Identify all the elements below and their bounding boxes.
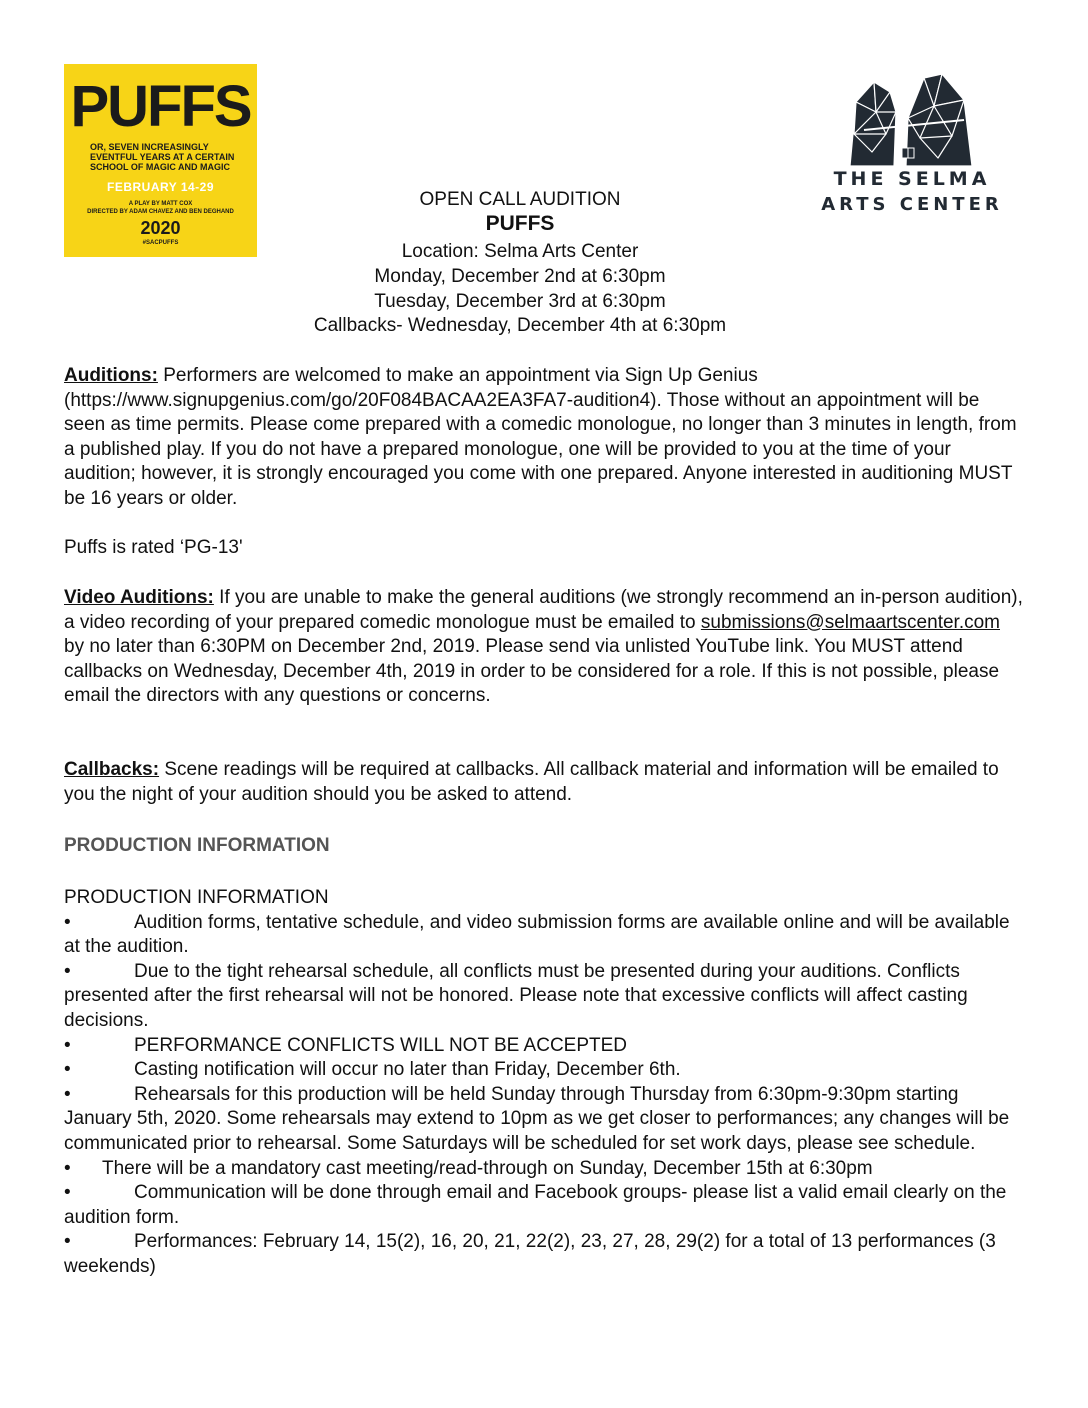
- auditions-body: Performers are welcomed to make an appointment via Sign Up Genius (https://www.signupgenius.com/go/20F084BACAA2EA3FA7-audition4). Those without an appointment will be seen as time permits. Please come prepared with a comedic monologue, no longer than 3 minutes in length, from a published play. If you do not have a prepared monologue, one will be provided to you at the time of your audition; however, it is strongly encouraged you come with one prepared. Anyone interested in auditioning MUST be 16 years or older.: [64, 365, 1017, 509]
- callbacks-body: Scene readings will be required at callbacks. All callback material and information will be emailed to you the night of your audition should you be asked to attend.: [64, 759, 999, 805]
- rating-line: Puffs is rated ‘PG-13': [64, 537, 243, 558]
- poster-dates: FEBRUARY 14-29: [106, 180, 215, 194]
- poster-tagline: OR, SEVEN INCREASINGLY EVENTFUL YEARS AT A CERTAIN SCHOOL OF MAGIC AND MAGIC: [90, 142, 235, 172]
- list-item-text: Due to the tight rehearsal schedule, all conflicts must be presented during your auditions. Conflicts presented after the first rehearsal will not be honored. Please note that excessive conflicts will affect casting decisions.: [64, 960, 968, 1031]
- bullet-mark: •: [64, 1231, 71, 1253]
- header-open-call: OPEN CALL AUDITION: [419, 189, 621, 210]
- list-item: [64, 911, 1024, 960]
- callbacks-label: Callbacks:: [64, 759, 160, 780]
- auditions-label: Auditions:: [64, 365, 158, 386]
- list-item: [64, 1083, 1024, 1157]
- bullet-mark: •: [64, 1182, 71, 1204]
- video-auditions-body-2: by no later than 6:30PM on December 2nd, 2019. Please send via unlisted YouTube link. You MUST attend callbacks on Wednesday, December 4th, 2019 in order to be considered for a role. If this is not possible, please email the directors with any questions or concerns.: [64, 636, 1000, 707]
- logo-text-line2: ARTS CENTER: [821, 194, 1003, 215]
- bullet-mark: •: [64, 1157, 71, 1179]
- poster-credit-directors: DIRECTED BY ADAM CHAVEZ AND BEN DEGHAND: [87, 209, 234, 215]
- list-item-text: Communication will be done through email and Facebook groups- please list a valid email clearly on the audition form.: [64, 1182, 1007, 1228]
- list-item-text: There will be a mandatory cast meeting/read-through on Sunday, December 15th at 6:30pm: [102, 1157, 873, 1179]
- header-date-1: Monday, December 2nd at 6:30pm: [374, 266, 666, 287]
- list-item: [64, 1181, 1024, 1230]
- video-auditions-body-1: If you are unable to make the general auditions (we strongly recommend an in-person audition), a video recording of your prepared comedic monologue must be emailed to: [64, 587, 1023, 633]
- bullet-mark: •: [64, 1034, 71, 1056]
- list-item: [64, 1058, 1024, 1083]
- video-auditions-label: Video Auditions:: [64, 587, 214, 608]
- production-subheading: PRODUCTION INFORMATION: [64, 887, 329, 908]
- list-item-text: PERFORMANCE CONFLICTS WILL NOT BE ACCEPTED: [134, 1034, 628, 1056]
- origami-masks-icon: [846, 72, 978, 168]
- bullet-mark: •: [64, 960, 71, 982]
- header-date-2: Tuesday, December 3rd at 6:30pm: [374, 291, 666, 312]
- poster-hashtag: #SACPUFFS: [142, 240, 179, 246]
- bullet-mark: •: [64, 911, 71, 933]
- production-info-list: [64, 886, 1024, 1280]
- auditions-paragraph: [64, 364, 1024, 512]
- list-item-text: Audition forms, tentative schedule, and video submission forms are available online and will be available at the audition.: [64, 911, 1010, 958]
- list-item: [64, 960, 1024, 1034]
- poster-credit-playwright: A PLAY BY MATT COX: [128, 201, 193, 207]
- header-show-title: PUFFS: [485, 212, 555, 235]
- bullet-mark: •: [64, 1059, 71, 1081]
- callbacks-paragraph: [64, 758, 1024, 807]
- production-section-title: PRODUCTION INFORMATION: [64, 835, 330, 856]
- list-item-text: Performances: February 14, 15(2), 16, 20, 21, 22(2), 23, 27, 28, 29(2) for a total of 13 performances (3 weekends): [64, 1231, 996, 1277]
- list-item-text: Rehearsals for this production will be held Sunday through Thursday from 6:30pm-9:30pm starting January 5th, 2020. Some rehearsals may extend to 10pm as we get closer to performances; any changes will be communicated prior to rehearsal. Some Saturdays will be scheduled for set work days, please see schedule.: [64, 1083, 1010, 1154]
- header-location: Location: Selma Arts Center: [401, 241, 639, 262]
- list-item-text: Casting notification will occur no later than Friday, December 6th.: [134, 1059, 681, 1081]
- header-callbacks: Callbacks- Wednesday, December 4th at 6:30pm: [313, 315, 727, 336]
- logo-text-line1: THE SELMA: [833, 168, 991, 190]
- selma-arts-center-logo: [812, 72, 1012, 222]
- bullet-mark: •: [64, 1083, 71, 1105]
- video-auditions-paragraph: [64, 586, 1024, 709]
- submissions-email-link[interactable]: submissions@selmaartscenter.com: [700, 611, 1000, 633]
- poster-title: PUFFS: [70, 74, 251, 139]
- list-item: [64, 1230, 1024, 1279]
- poster-season: 2020: [140, 218, 181, 238]
- list-item: [64, 1157, 1024, 1182]
- list-item: [64, 1034, 1024, 1059]
